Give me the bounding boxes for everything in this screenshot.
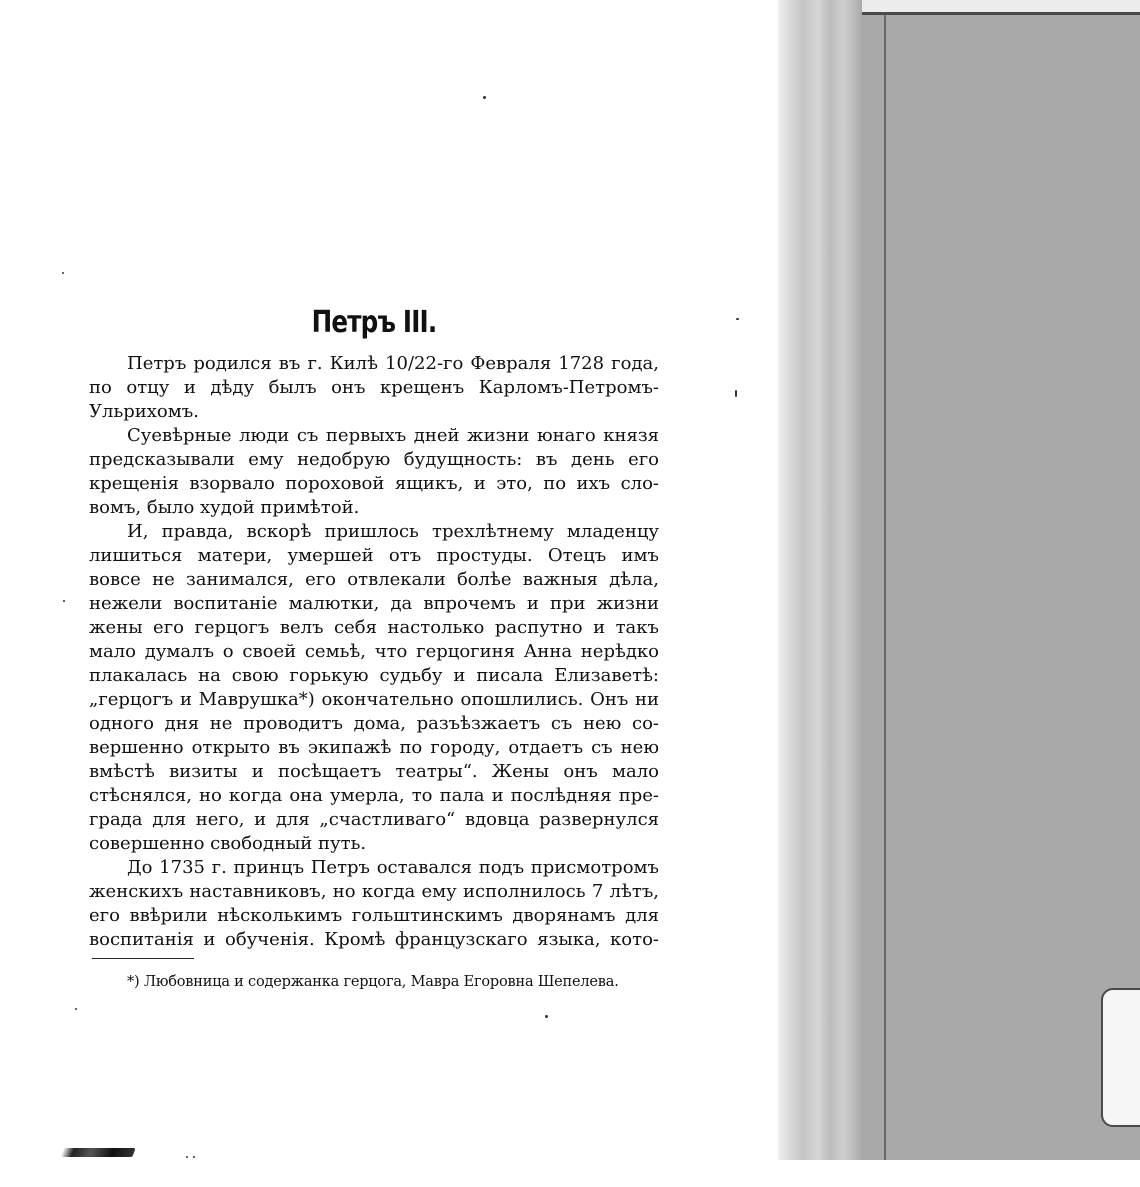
text-line: предсказывали ему недобрую будущность: въ день его [89, 449, 659, 470]
text-line: мало думалъ о своей семьѣ, что герцогиня Анна нерѣдко [89, 641, 659, 662]
footnote-rule [92, 958, 194, 959]
chapter-title: Петръ III. [311, 305, 437, 340]
text-line: стѣснялся, но когда она умерла, то пала и послѣдняя пре- [89, 785, 659, 806]
text-line: жены его герцогъ велъ себя настолько распутно и такъ [89, 617, 659, 638]
text-line: града для него, и для „счастливаго“ вдовца развернулся [89, 809, 659, 830]
text-line: Ульрихомъ. [89, 401, 199, 422]
scan-margin [778, 1160, 1140, 1187]
scan-speck [736, 318, 739, 320]
text-line: плакалась на свою горькую судьбу и писала Елизаветѣ: [89, 665, 659, 686]
scan-speck [483, 96, 486, 99]
text-line: крещенія взорвало пороховой ящикъ, и это, по ихъ сло- [89, 473, 659, 494]
scan-mark [60, 1148, 135, 1157]
scan-speck [545, 1015, 548, 1018]
text-line: нежели воспитаніе малютки, да впрочемъ и при жизни [89, 593, 659, 614]
text-line: вершенно открыто въ экипажѣ по городу, отдаетъ съ нею [89, 737, 659, 758]
scan-speck [62, 272, 64, 274]
scan-speck [75, 1008, 77, 1010]
cover-edge [778, 0, 862, 1160]
text-line: его ввѣрили нѣсколькимъ гольштинскимъ дворянамъ для [89, 905, 659, 926]
text-line: Петръ родился въ г. Килѣ 10/22-го Февраля 1728 года, [127, 353, 659, 374]
scan-speck [63, 600, 65, 602]
cover-label [1101, 988, 1140, 1127]
text-line: Суевѣрные люди съ первыхъ дней жизни юнаго князя [127, 425, 659, 446]
scan-speck [193, 1156, 195, 1158]
text-line: вомъ, было худой примѣтой. [89, 497, 360, 518]
text-line: женскихъ наставниковъ, но когда ему исполнилось 7 лѣтъ, [89, 881, 659, 902]
text-line: До 1735 г. принцъ Петръ оставался подъ присмотромъ [127, 857, 659, 878]
text-line: по отцу и дѣду былъ онъ крещенъ Карломъ-Петромъ- [89, 377, 659, 398]
cover-board [862, 0, 1140, 1160]
text-line: воспитанія и обученія. Кромѣ французскаго языка, кото- [89, 929, 659, 950]
cover-top-edge [862, 0, 1140, 12]
footnote: *) Любовница и содержанка герцога, Мавра Егоровна Шепелева. [127, 974, 619, 990]
text-line: лишиться матери, умершей отъ простуды. Отецъ имъ [89, 545, 659, 566]
body-text [89, 352, 659, 952]
text-line: одного дня не проводитъ дома, разъѣзжаетъ съ нею со- [89, 713, 659, 734]
scan-speck [186, 1156, 188, 1158]
cover-fold-line [884, 15, 886, 1160]
text-line: совершенно свободный путь. [89, 833, 367, 854]
text-line: „герцогъ и Маврушка*) окончательно опошлились. Онъ ни [89, 689, 659, 710]
cover-top-line [862, 12, 1140, 15]
text-line: вмѣстѣ визиты и посѣщаетъ театры“. Жены онъ мало [89, 761, 659, 782]
text-line: вовсе не занимался, его отвлекали болѣе важныя дѣла, [89, 569, 659, 590]
text-line: И, правда, вскорѣ пришлось трехлѣтнему младенцу [127, 521, 659, 542]
book-cover [778, 0, 1140, 1160]
scan-speck [735, 390, 737, 397]
